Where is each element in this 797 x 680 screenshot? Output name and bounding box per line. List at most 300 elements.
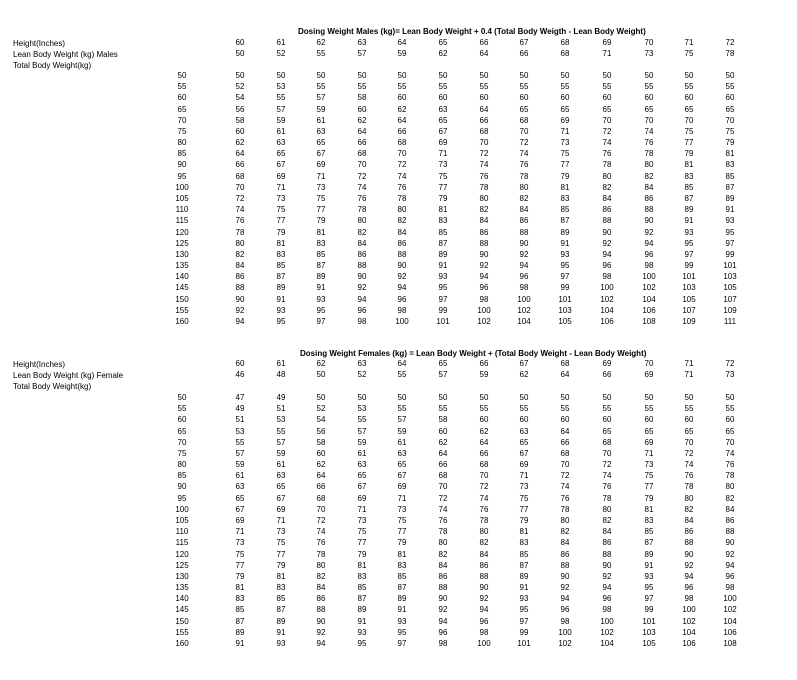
males-dose-cell: 64 [235,149,245,159]
males-dose-cell: 100 [395,316,409,326]
males-dose-cell: 84 [357,238,367,248]
males-dose-cell: 80 [235,238,245,248]
males-dose-cell: 64 [479,104,489,114]
females-dose-cell: 50 [357,393,367,402]
males-dose-cell: 93 [316,294,326,304]
females-dose-cell: 98 [438,638,448,648]
females-dose-cell: 79 [397,538,407,548]
females-dose-cell: 85 [644,527,654,537]
females-dose-cell: 68 [479,460,489,470]
males-tbw-cell: 95 [177,171,187,181]
females-dose-cell: 50 [397,393,407,402]
males-lean-cell: 75 [684,49,694,58]
females-dose-cell: 95 [357,638,367,648]
females-dose-cell: 65 [602,426,612,436]
females-dose-cell: 51 [235,415,245,425]
females-dose-cell: 55 [725,404,735,414]
males-dose-cell: 90 [357,272,367,282]
males-dose-cell: 86 [479,227,489,237]
females-dose-cell: 82 [316,571,326,581]
females-dose-cell: 78 [560,504,570,514]
males-total-label: Total Body Weight(kg) [13,61,92,70]
females-dose-cell: 62 [479,426,489,436]
males-dose-cell: 84 [397,227,407,237]
males-dose-cell: 50 [684,71,694,80]
females-dose-cell: 88 [725,527,735,537]
males-dose-cell: 86 [235,272,245,282]
males-dose-cell: 82 [602,182,612,192]
females-dose-cell: 88 [479,571,489,581]
males-tbw-cell: 100 [175,182,189,192]
males-tbw-cell: 75 [177,126,187,136]
males-dose-cell: 62 [397,104,407,114]
females-dose-cell: 87 [519,560,529,570]
females-dose-cell: 106 [723,627,737,637]
females-dose-cell: 67 [519,448,529,458]
males-dose-cell: 64 [397,115,407,125]
males-dose-cell: 60 [602,93,612,103]
males-dose-cell: 75 [316,193,326,203]
females-dose-cell: 69 [357,493,367,503]
females-dose-cell: 89 [357,605,367,615]
females-dose-cell: 73 [357,515,367,525]
males-tbw-cell: 60 [177,93,187,103]
females-dose-cell: 86 [602,538,612,548]
females-dose-cell: 71 [644,448,654,458]
males-dose-cell: 103 [558,305,572,315]
females-dose-cell: 63 [357,460,367,470]
females-dose-cell: 62 [438,437,448,447]
males-dose-cell: 80 [519,182,529,192]
males-dose-cell: 50 [602,71,612,80]
females-dose-cell: 55 [602,404,612,414]
males-dose-cell: 85 [316,249,326,259]
males-dose-cell: 75 [725,126,735,136]
males-lean-cell: 68 [560,49,570,58]
females-dose-cell: 67 [357,482,367,492]
males-dose-cell: 79 [560,171,570,181]
females-dose-cell: 95 [397,627,407,637]
males-dose-cell: 93 [276,305,286,315]
males-dose-cell: 98 [602,272,612,282]
females-dose-cell: 94 [479,605,489,615]
males-dose-cell: 69 [438,138,448,148]
females-dose-cell: 98 [560,616,570,626]
males-dose-cell: 98 [479,294,489,304]
females-dose-cell: 74 [725,448,735,458]
females-dose-cell: 98 [684,594,694,604]
males-dose-cell: 85 [438,227,448,237]
males-dose-cell: 92 [235,305,245,315]
males-dose-cell: 82 [235,249,245,259]
females-dose-cell: 103 [642,627,656,637]
females-dose-cell: 50 [316,393,326,402]
females-dose-cell: 70 [684,437,694,447]
females-dose-cell: 87 [644,538,654,548]
males-dose-cell: 98 [357,316,367,326]
males-dose-cell: 82 [397,216,407,226]
males-dose-cell: 102 [600,294,614,304]
females-dose-cell: 50 [684,393,694,402]
females-lean-cell: 52 [357,370,367,379]
males-dose-cell: 95 [276,316,286,326]
males-tbw-cell: 65 [177,104,187,114]
males-dose-cell: 61 [316,115,326,125]
males-dose-cell: 76 [644,138,654,148]
males-lean-cell: 66 [519,49,529,58]
females-dose-cell: 80 [725,482,735,492]
females-dose-cell: 82 [479,538,489,548]
males-dose-cell: 94 [235,316,245,326]
males-dose-cell: 92 [519,249,529,259]
females-dose-cell: 100 [723,594,737,604]
males-dose-cell: 67 [316,149,326,159]
females-height-cell: 64 [397,359,407,368]
females-dose-cell: 50 [519,393,529,402]
males-dose-cell: 71 [316,171,326,181]
females-dose-cell: 50 [438,393,448,402]
males-dose-cell: 82 [479,205,489,215]
males-dose-cell: 60 [560,93,570,103]
males-dose-cell: 90 [644,216,654,226]
females-dose-cell: 57 [357,426,367,436]
males-dose-cell: 76 [397,182,407,192]
males-height-cell: 72 [725,38,735,47]
females-dose-cell: 64 [479,437,489,447]
females-dose-cell: 65 [644,426,654,436]
males-tbw-cell: 85 [177,149,187,159]
females-dose-cell: 72 [602,460,612,470]
males-dose-cell: 60 [357,104,367,114]
females-dose-cell: 104 [600,638,614,648]
females-dose-cell: 68 [316,493,326,503]
males-dose-cell: 55 [644,82,654,92]
males-dose-cell: 92 [357,283,367,293]
males-dose-cell: 82 [644,171,654,181]
males-dose-cell: 55 [602,82,612,92]
females-height-cell: 72 [725,359,735,368]
females-dose-cell: 92 [560,583,570,593]
females-dose-cell: 75 [357,527,367,537]
males-dose-cell: 99 [560,283,570,293]
males-dose-cell: 75 [276,205,286,215]
females-dose-cell: 73 [235,538,245,548]
females-dose-cell: 92 [725,549,735,559]
females-dose-cell: 60 [684,415,694,425]
males-dose-cell: 93 [725,216,735,226]
males-dose-cell: 56 [235,104,245,114]
males-dose-cell: 86 [602,205,612,215]
males-dose-cell: 97 [560,272,570,282]
females-dose-cell: 84 [438,560,448,570]
females-tbw-cell: 115 [175,538,189,548]
females-dose-cell: 92 [438,605,448,615]
males-dose-cell: 85 [725,171,735,181]
females-dose-cell: 82 [560,527,570,537]
females-dose-cell: 88 [438,583,448,593]
males-dose-cell: 59 [316,104,326,114]
males-dose-cell: 74 [235,205,245,215]
males-lean-cell: 62 [438,49,448,58]
females-dose-cell: 66 [479,448,489,458]
females-dose-cell: 75 [276,538,286,548]
males-dose-cell: 94 [644,238,654,248]
males-dose-cell: 50 [644,71,654,80]
females-dose-cell: 73 [276,527,286,537]
females-height-cell: 68 [560,359,570,368]
females-dose-cell: 87 [276,605,286,615]
males-dose-cell: 84 [602,193,612,203]
females-dose-cell: 78 [684,482,694,492]
males-tbw-cell: 145 [175,283,189,293]
males-dose-cell: 67 [438,126,448,136]
males-tbw-cell: 130 [175,249,189,259]
females-dose-cell: 70 [560,460,570,470]
males-dose-cell: 70 [644,115,654,125]
males-dose-cell: 60 [725,93,735,103]
males-dose-cell: 60 [644,93,654,103]
males-dose-cell: 74 [479,160,489,170]
females-dose-cell: 67 [397,471,407,481]
males-dose-cell: 72 [397,160,407,170]
females-dose-cell: 94 [438,616,448,626]
males-dose-cell: 78 [479,182,489,192]
males-dose-cell: 85 [276,261,286,271]
males-dose-cell: 76 [479,171,489,181]
males-dose-cell: 72 [602,126,612,136]
females-dose-cell: 81 [397,549,407,559]
females-dose-cell: 91 [519,583,529,593]
males-dose-cell: 108 [642,316,656,326]
males-dose-cell: 90 [397,261,407,271]
females-dose-cell: 61 [276,460,286,470]
males-dose-cell: 78 [357,205,367,215]
females-dose-cell: 49 [235,404,245,414]
females-dose-cell: 55 [235,437,245,447]
females-dose-cell: 93 [644,571,654,581]
males-dose-cell: 97 [316,316,326,326]
females-dose-cell: 53 [276,415,286,425]
males-dose-cell: 65 [602,104,612,114]
females-dose-cell: 68 [602,437,612,447]
females-dose-cell: 94 [602,583,612,593]
females-dose-cell: 60 [438,426,448,436]
males-height-cell: 64 [397,38,407,47]
females-tbw-cell: 65 [177,426,187,436]
males-dose-cell: 85 [684,182,694,192]
females-tbw-cell: 90 [177,482,187,492]
males-dose-cell: 74 [602,138,612,148]
males-dose-cell: 73 [316,182,326,192]
females-dose-cell: 96 [602,594,612,604]
females-dose-cell: 53 [235,426,245,436]
females-dose-cell: 74 [684,460,694,470]
males-dose-cell: 89 [560,227,570,237]
males-dose-cell: 101 [723,261,737,271]
males-dose-cell: 87 [725,182,735,192]
males-dose-cell: 50 [235,71,245,80]
males-dose-cell: 65 [684,104,694,114]
females-total-label: Total Body Weight(kg) [13,382,92,391]
females-lean-cell: 59 [479,370,489,379]
males-lean-cell: 73 [644,49,654,58]
females-dose-cell: 91 [357,616,367,626]
males-tbw-cell: 50 [177,71,187,80]
females-dose-cell: 59 [397,426,407,436]
males-dose-cell: 81 [316,227,326,237]
males-dose-cell: 65 [519,104,529,114]
females-lean-cell: 55 [397,370,407,379]
males-dose-cell: 84 [644,182,654,192]
females-dose-cell: 63 [397,448,407,458]
males-dose-cell: 103 [723,272,737,282]
females-dose-cell: 80 [316,560,326,570]
females-lean-cell: 69 [644,370,654,379]
males-dose-cell: 88 [357,261,367,271]
males-dose-cell: 89 [316,272,326,282]
females-dose-cell: 96 [438,627,448,637]
males-dose-cell: 102 [642,283,656,293]
males-dose-cell: 66 [235,160,245,170]
females-dose-cell: 89 [276,616,286,626]
males-dose-cell: 86 [519,216,529,226]
males-dose-cell: 92 [602,238,612,248]
males-dose-cell: 52 [235,82,245,92]
males-dose-cell: 77 [684,138,694,148]
males-tbw-cell: 90 [177,160,187,170]
females-dose-cell: 55 [519,404,529,414]
females-dose-cell: 70 [316,504,326,514]
males-dose-cell: 81 [276,238,286,248]
males-dose-cell: 91 [276,294,286,304]
males-dose-cell: 92 [479,261,489,271]
males-dose-cell: 63 [276,138,286,148]
females-dose-cell: 76 [479,504,489,514]
males-dose-cell: 60 [479,93,489,103]
females-dose-cell: 79 [235,571,245,581]
females-dose-cell: 81 [357,560,367,570]
males-dose-cell: 100 [517,294,531,304]
males-dose-cell: 58 [357,93,367,103]
males-dose-cell: 111 [723,316,737,326]
males-dose-cell: 55 [357,82,367,92]
males-lean-cell: 52 [276,49,286,58]
males-dose-cell: 60 [519,93,529,103]
males-height-cell: 66 [479,38,489,47]
females-dose-cell: 90 [684,549,694,559]
males-dose-cell: 98 [644,261,654,271]
females-dose-cell: 60 [519,415,529,425]
females-dose-cell: 65 [397,460,407,470]
males-dose-cell: 70 [357,160,367,170]
females-dose-cell: 98 [602,605,612,615]
females-dose-cell: 98 [479,627,489,637]
females-dose-cell: 83 [235,594,245,604]
females-dose-cell: 50 [602,393,612,402]
females-dose-cell: 94 [725,560,735,570]
females-dose-cell: 93 [357,627,367,637]
females-dose-cell: 74 [316,527,326,537]
males-dose-cell: 69 [560,115,570,125]
males-dose-cell: 96 [357,305,367,315]
males-dose-cell: 50 [357,71,367,80]
females-dose-cell: 57 [276,437,286,447]
females-dose-cell: 89 [644,549,654,559]
females-dose-cell: 84 [316,583,326,593]
females-dose-cell: 101 [517,638,531,648]
females-dose-cell: 63 [235,482,245,492]
males-dose-cell: 91 [438,261,448,271]
males-dose-cell: 105 [682,294,696,304]
females-dose-cell: 90 [560,571,570,581]
males-dose-cell: 71 [438,149,448,159]
females-dose-cell: 90 [438,594,448,604]
males-dose-cell: 60 [438,93,448,103]
females-dose-cell: 90 [602,560,612,570]
males-dose-cell: 66 [397,126,407,136]
males-dose-cell: 76 [235,216,245,226]
females-dose-cell: 97 [519,616,529,626]
males-dose-cell: 71 [560,126,570,136]
females-dose-cell: 73 [644,460,654,470]
females-dose-cell: 72 [438,493,448,503]
females-dose-cell: 64 [438,448,448,458]
females-dose-cell: 58 [438,415,448,425]
males-dose-cell: 69 [316,160,326,170]
females-dose-cell: 64 [316,471,326,481]
females-dose-cell: 63 [276,471,286,481]
males-tbw-cell: 70 [177,115,187,125]
males-height-cell: 63 [357,38,367,47]
males-dose-cell: 65 [644,104,654,114]
males-dose-cell: 90 [519,238,529,248]
males-dose-cell: 94 [479,272,489,282]
males-dose-cell: 68 [519,115,529,125]
males-dose-cell: 102 [477,316,491,326]
females-tbw-cell: 120 [175,549,189,559]
males-dose-cell: 93 [684,227,694,237]
females-dose-cell: 102 [682,616,696,626]
males-dose-cell: 69 [276,171,286,181]
males-dose-cell: 94 [519,261,529,271]
males-dose-cell: 68 [479,126,489,136]
females-dose-cell: 85 [235,605,245,615]
males-tbw-cell: 135 [175,261,189,271]
females-dose-cell: 100 [558,627,572,637]
males-dose-cell: 96 [519,272,529,282]
males-dose-cell: 55 [725,82,735,92]
males-dose-cell: 77 [316,205,326,215]
males-height-cell: 67 [519,38,529,47]
males-dose-cell: 106 [642,305,656,315]
males-dose-cell: 84 [479,216,489,226]
females-dose-cell: 77 [397,527,407,537]
females-tbw-cell: 60 [177,415,187,425]
females-height-cell: 60 [235,359,245,368]
males-dose-cell: 55 [684,82,694,92]
males-dose-cell: 100 [600,283,614,293]
males-dose-cell: 88 [519,227,529,237]
males-dose-cell: 50 [519,71,529,80]
females-tbw-cell: 135 [175,583,189,593]
females-dose-cell: 74 [560,482,570,492]
males-dose-cell: 92 [644,227,654,237]
females-height-cell: 63 [357,359,367,368]
males-dose-cell: 55 [438,82,448,92]
males-dose-cell: 87 [560,216,570,226]
females-dose-cell: 60 [560,415,570,425]
females-dose-cell: 72 [316,515,326,525]
